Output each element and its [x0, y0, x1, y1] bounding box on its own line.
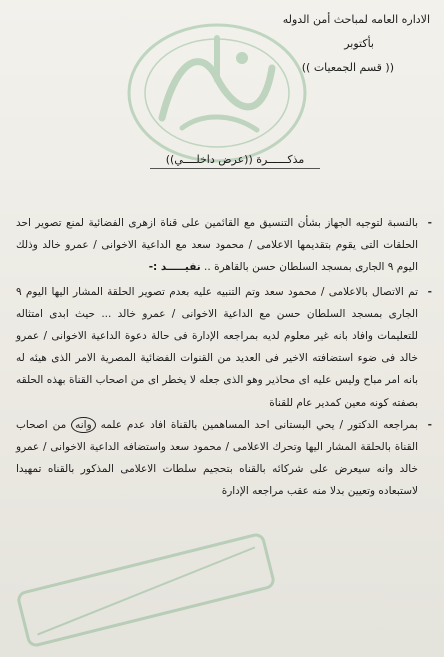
paragraph-1-emphasis: نفيـــــد :-	[148, 261, 201, 274]
memo-subject: مذكــــــرة ((عرض داخلــــي))	[150, 153, 320, 169]
paragraph-3-text-start: بمراجعه الدكتور / يحي البستانى احد المساهمين بالقناة افاد عدم علمه	[95, 418, 418, 431]
header-section: (( قسم الجمعيات ))	[301, 61, 394, 74]
memo-body	[16, 212, 426, 503]
header-branch: بأكتوبر	[344, 37, 374, 50]
paragraph-1	[16, 212, 426, 279]
paragraph-3-text-end: من اصحاب القناة بالحلقة المشار اليها وتحرك الاعلامى / محمود سعد واستضافه الداعية الاخوانى / عمرو خالد وانه سيعرض على شركائه بالقناه بتحجيم سلطات الاعلامى المذكور بالقناه تمهيدا لاستبعاده وتعيين بدلا منه عقب مراجعه الإدارة	[16, 418, 418, 498]
paragraph-2	[16, 281, 426, 414]
paragraph-1-text: بالنسبة لتوجيه الجهاز بشأن التنسيق مع القائمين على قناة ازهرى الفضائية لمنع تصوير احد الحلقات التى يقوم بتقديمها الاعلامى / محمود سعد مع الداعية الاخوانى / عمرو خالد وذلك اليوم ٩ الجارى بمسجد السلطان حسن بالقاهرة ..	[16, 217, 418, 274]
paragraph-2-text: تم الاتصال بالاعلامى / محمود سعد وتم التنبيه عليه بعدم تصوير الحلقة المشار اليها اليوم ٩ الجارى بمسجد السلطان حسن مع الداعية الاخوانى / عمرو خالد ... حيث ابدى امتثاله للتعليمات وافاد بانه غير معلوم لديه بمراجعه الإدارة فى حالة دعوة الداعية الاخوانى / عمرو خالد فى ضوء استضافته الاخير فى العديد من القنوات الفضائية المصرية الامر الذى هيئه له بانه امر مباح وليس عليه اى محاذير وهو الذى جعله لا يخطر اى من اصحاب القناة بهذه الحلقه بصفته كونه معين كمدير عام للقناة	[16, 285, 418, 409]
paragraph-3	[16, 414, 426, 503]
document-header	[190, 8, 430, 80]
header-department: الاداره العامه لمباحث أمن الدوله	[282, 13, 430, 26]
ikhwanwiki-stamp-watermark	[11, 525, 280, 656]
circled-word: وانه	[71, 417, 96, 433]
